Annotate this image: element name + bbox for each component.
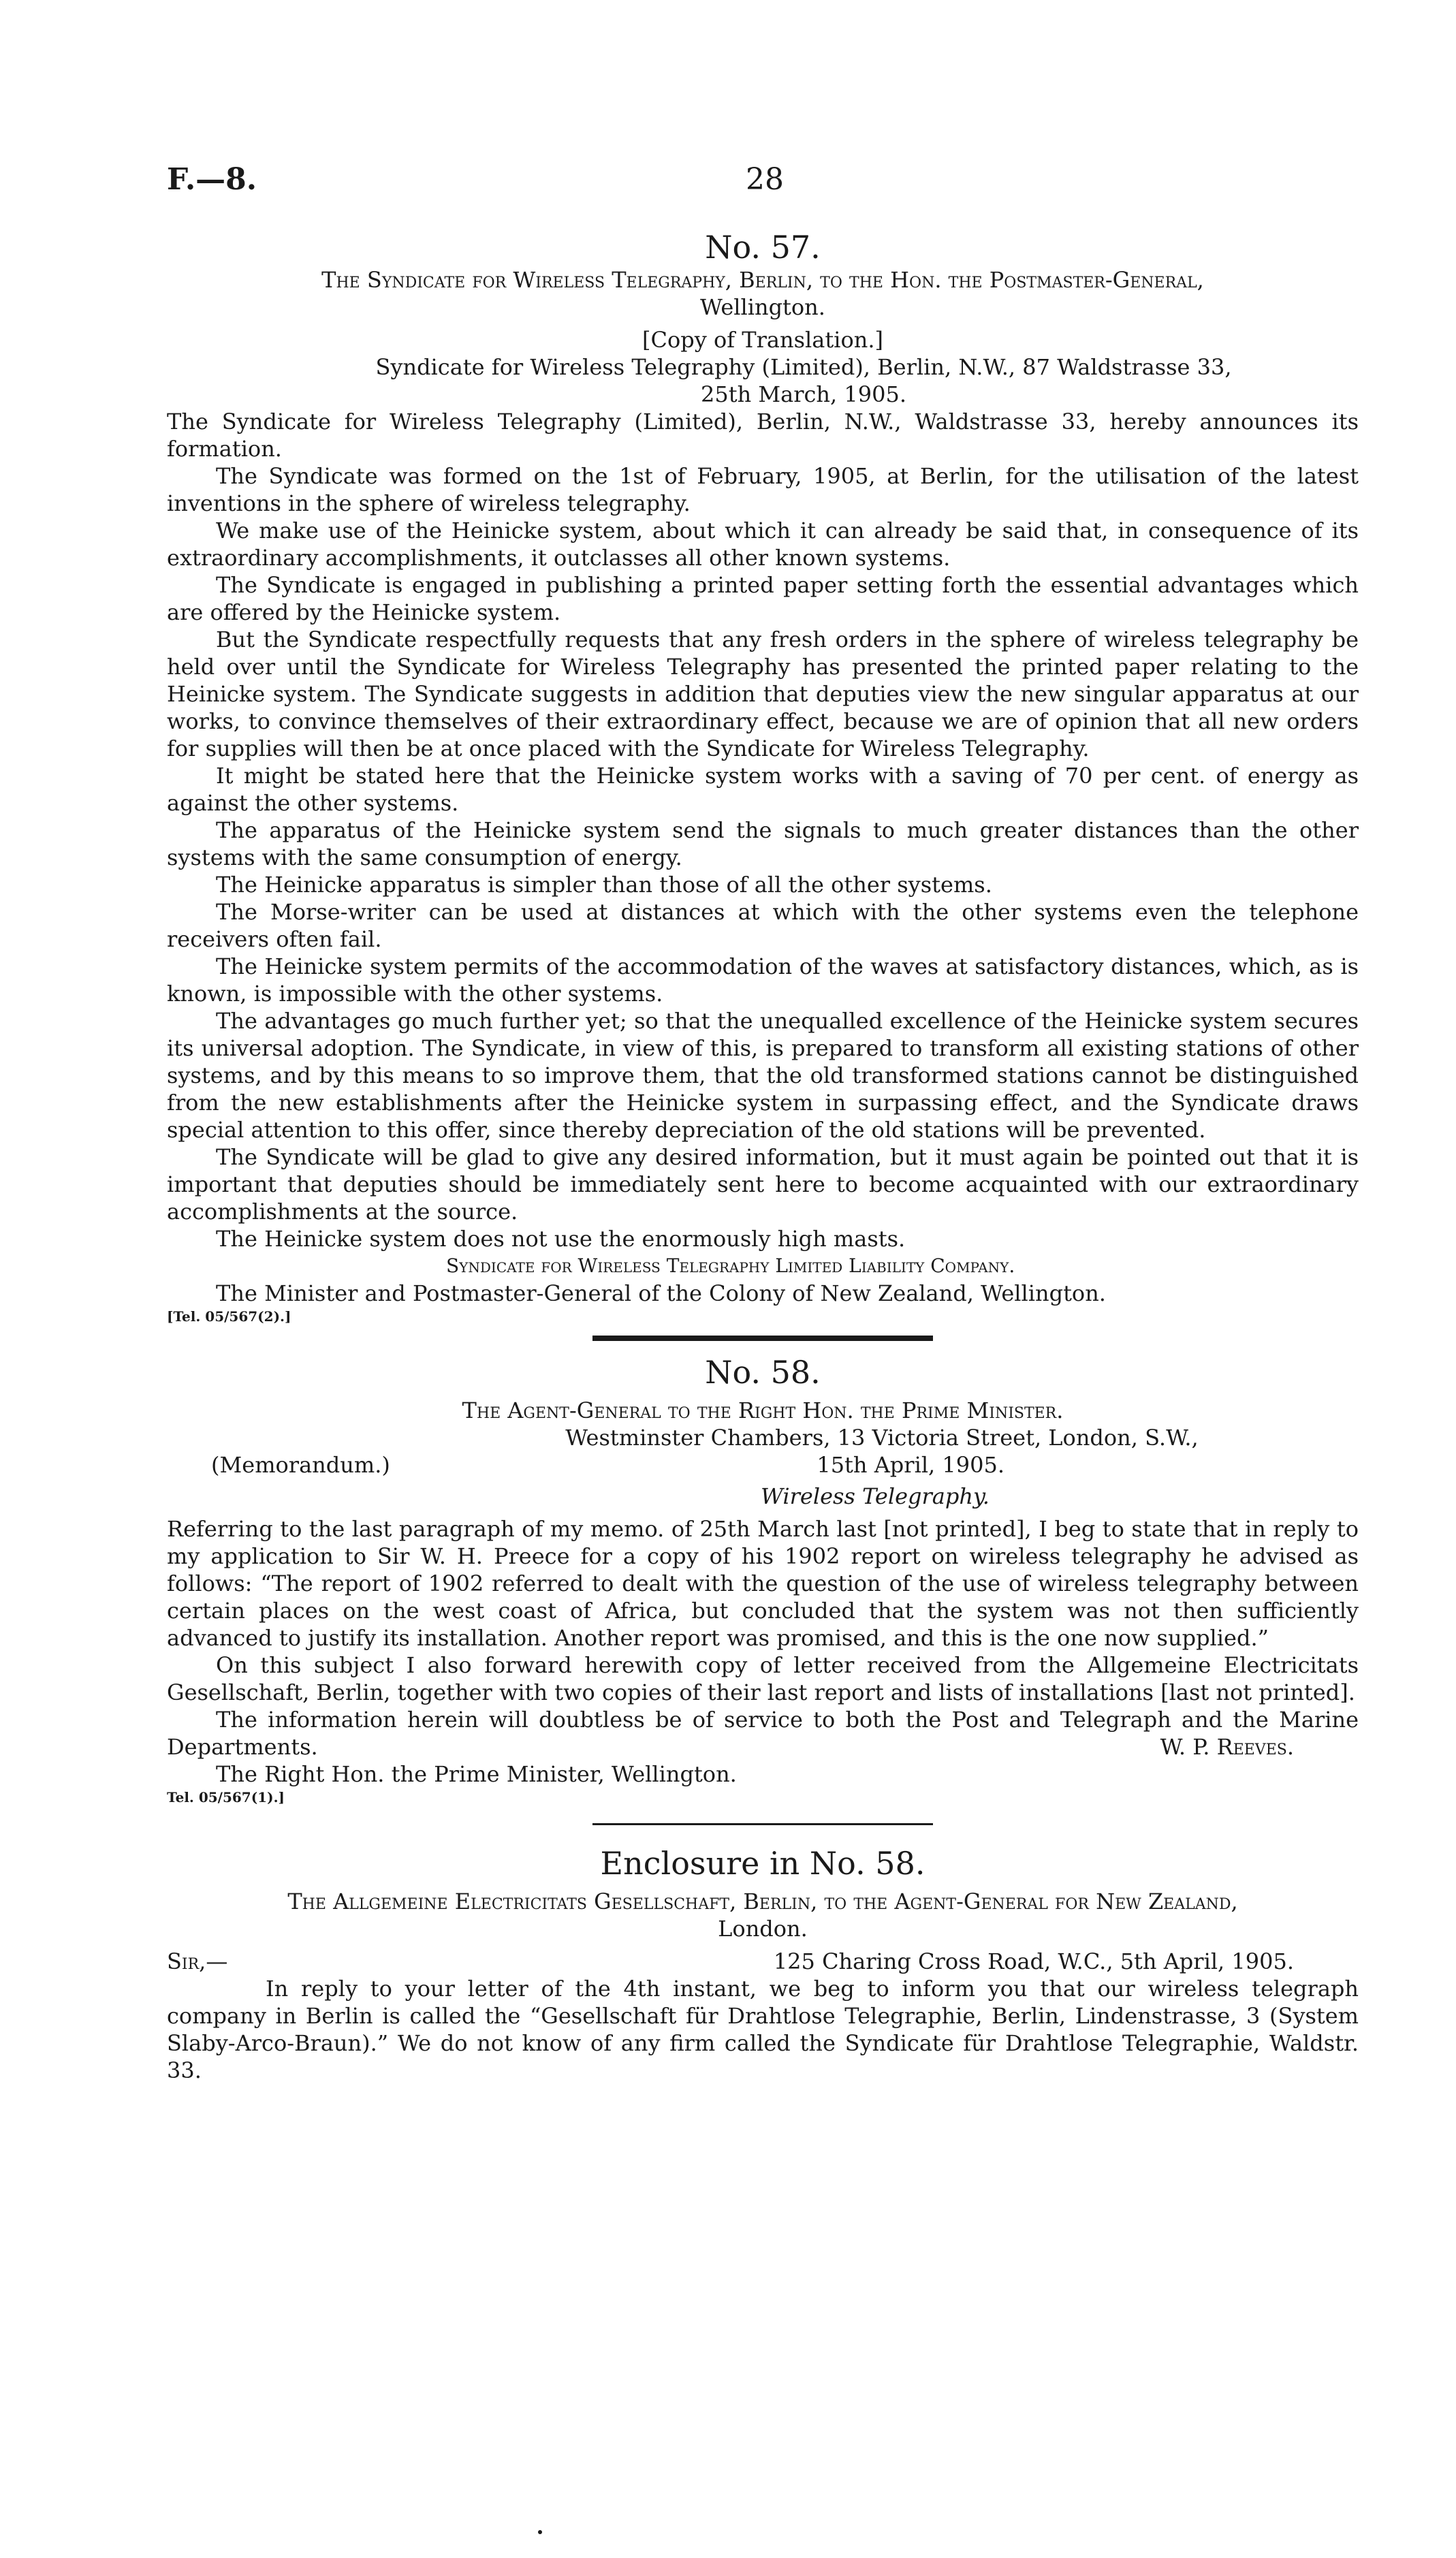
letter-title: No. 58.: [705, 1354, 821, 1391]
paragraph: The information herein will doubtless be of service to both the Post and Telegraph and the Marine Departments.: [167, 1707, 1359, 1760]
letter-from-line-cont: London.: [718, 1916, 808, 1942]
salutation: Sir,—: [167, 1948, 228, 1974]
page-number: 28: [746, 162, 784, 197]
subject-line: Wireless Telegraphy.: [761, 1483, 990, 1509]
paragraph: In reply to your letter of the 4th instant, we beg to inform you that our wireless telegraph company in Berlin is called the “Gesellschaft für Drahtlose Telegraphie, Berlin, Lindenstrasse, 3 (System Slaby-Arco-Braun).” We do not know of any firm called the Syndicate für Drahtlose Telegraphie, Waldstr. 33.: [167, 1976, 1359, 2083]
paragraph: The apparatus of the Heinicke system send the signals to much greater distances than the other systems with the same consumption of energy.: [167, 817, 1359, 870]
paragraph: The Morse-writer can be used at distances at which with the other systems even the telephone receivers often fail.: [167, 899, 1359, 952]
letter-from-line: The Agent-General to the Right Hon. the Prime Minister.: [462, 1398, 1064, 1423]
paragraph: It might be stated here that the Heinicke system works with a saving of 70 per cent. of energy as against the other systems.: [167, 763, 1359, 816]
letter-from-line: The Allgemeine Electricitats Gesellschaft, Berlin, to the Agent-General for New Zealand,: [287, 1889, 1238, 1914]
signature: W. P. Reeves.: [1160, 1734, 1294, 1760]
print-speck: [538, 2530, 542, 2534]
letter-date: 25th March, 1905.: [701, 381, 906, 407]
memo-date-row: [167, 1451, 1359, 1479]
paragraph: The Syndicate for Wireless Telegraphy (Limited), Berlin, N.W., Waldstrasse 33, hereby announces its formation.: [167, 409, 1359, 462]
paragraph: On this subject I also forward herewith copy of letter received from the Allgemeine Electricitats Gesellschaft, Berlin, together with two copies of their last report and lists of installations [last not printed].: [167, 1652, 1359, 1705]
telegram-reference: Tel. 05/567(1).]: [167, 1789, 285, 1805]
paragraph: The Syndicate is engaged in publishing a printed paper setting forth the essential advantages which are offered by the Heinicke system.: [167, 572, 1359, 625]
section-divider: [592, 1823, 933, 1825]
copy-note: [Copy of Translation.]: [642, 327, 883, 353]
letter-from-line-cont: Wellington.: [700, 294, 825, 320]
paragraph: The advantages go much further yet; so that the unequalled excellence of the Heinicke system secures its universal adoption. The Syndicate, in view of this, is prepared to transform all existing stations of other systems, and by this means to so improve them, that the old transformed stations cannot be distinguished from the new establishments after the Heinicke system in surpassing effect, and the Syndicate draws special attention to this offer, since thereby depreciation of the old stations will be prevented.: [167, 1008, 1359, 1143]
enclosure-title: Enclosure in No. 58.: [600, 1845, 925, 1882]
document-reference: F.—8.: [167, 162, 257, 197]
sender-address: 125 Charing Cross Road, W.C., 5th April, 1905.: [773, 1948, 1294, 1974]
addressee: The Right Hon. the Prime Minister, Wellington.: [216, 1761, 737, 1787]
paragraph: Referring to the last paragraph of my memo. of 25th March last [not printed], I beg to state that in reply to my application to Sir W. H. Preece for a copy of his 1902 report on wireless telegraphy he advised as follows: “The report of 1902 referred to dealt with the question of the use of wireless telegraphy between certain places on the west coast of Africa, but concluded that the system was not then sufficiently advanced to justify its installation. Another report was promised, and this is the one now supplied.”: [167, 1516, 1359, 1651]
letter-date: 15th April, 1905.: [817, 1452, 1004, 1478]
section-divider: [592, 1336, 933, 1341]
paragraph: The Heinicke system permits of the accommodation of the waves at satisfactory distances, which, as is known, is impossible with the other systems.: [167, 953, 1359, 1007]
paragraph: But the Syndicate respectfully requests that any fresh orders in the sphere of wireless telegraphy be held over until the Syndicate for Wireless Telegraphy has presented the printed paper relating to the Heinicke system. The Syndicate suggests in addition that deputies view the new singular apparatus at our works, to convince themselves of their extraordinary effect, because we are of opinion that all new orders for supplies will then be at once placed with the Syndicate for Wireless Telegraphy.: [167, 627, 1359, 761]
telegram-reference: [Tel. 05/567(2).]: [167, 1308, 291, 1325]
paragraph: We make use of the Heinicke system, about which it can already be said that, in consequence of its extraordinary accomplishments, it outclasses all other known systems.: [167, 518, 1359, 571]
paragraph: The Syndicate was formed on the 1st of February, 1905, at Berlin, for the utilisation of the latest inventions in the sphere of wireless telegraphy.: [167, 463, 1359, 516]
paragraph: The Heinicke apparatus is simpler than those of all the other systems.: [216, 872, 992, 898]
letter-from-line: The Syndicate for Wireless Telegraphy, Berlin, to the Hon. the Postmaster-General,: [321, 267, 1204, 293]
paragraph: The Heinicke system does not use the enormously high masts.: [216, 1226, 906, 1252]
addressee: The Minister and Postmaster-General of the Colony of New Zealand, Wellington.: [216, 1280, 1106, 1306]
letter-title: No. 57.: [705, 229, 821, 266]
sender-address: Syndicate for Wireless Telegraphy (Limited), Berlin, N.W., 87 Waldstrasse 33,: [375, 354, 1232, 380]
sender-address: Westminster Chambers, 13 Victoria Street, London, S.W.,: [565, 1425, 1199, 1451]
letter-no-57: [167, 228, 1359, 2084]
memo-label: (Memorandum.): [211, 1452, 390, 1478]
signature: Syndicate for Wireless Telegraphy Limited Liability Company.: [446, 1254, 1015, 1277]
salutation-address-row: [167, 1948, 1359, 1975]
paragraph: The Syndicate will be glad to give any desired information, but it must again be pointed out that it is important that deputies should be immediately sent here to become acquainted with our extraordinary accomplishments at the source.: [167, 1144, 1359, 1225]
